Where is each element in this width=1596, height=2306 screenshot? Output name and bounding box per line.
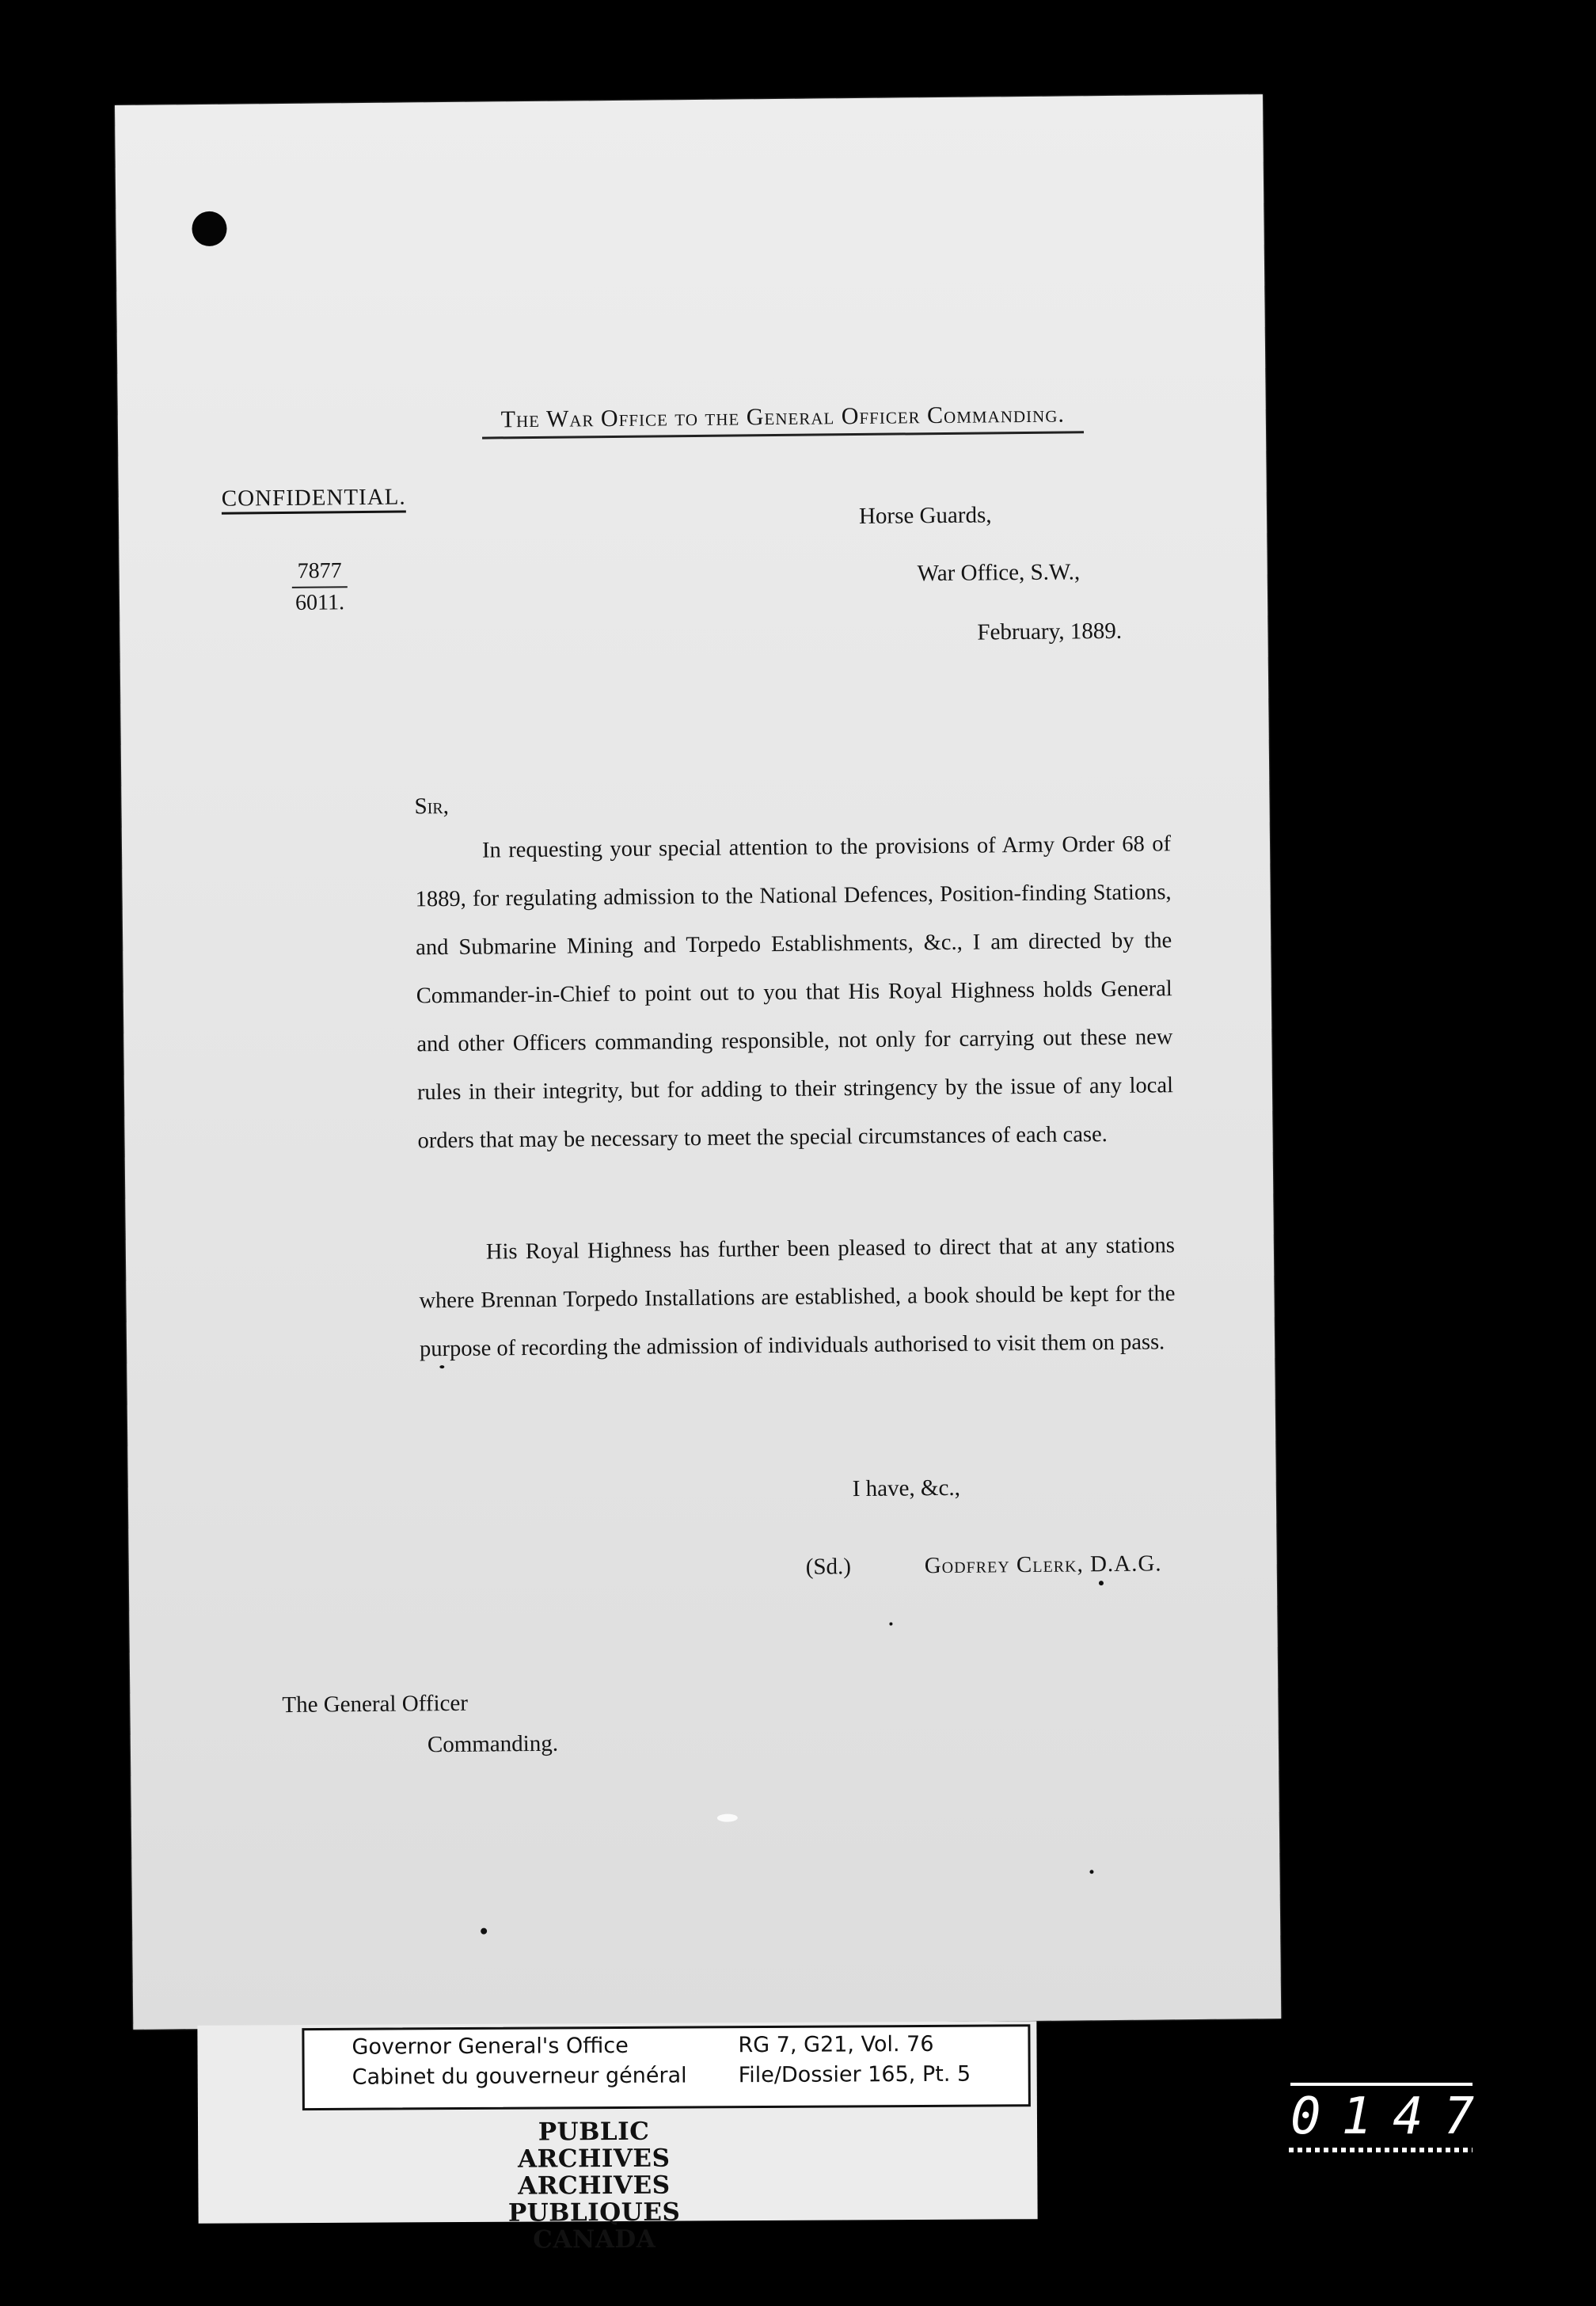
address-line-1: Horse Guards, — [858, 502, 992, 529]
archives-stamp — [475, 2118, 713, 2254]
film-speck — [1089, 1870, 1093, 1874]
addressee-line-2: Commanding. — [427, 1730, 559, 1758]
film-speck — [889, 1623, 892, 1626]
punch-hole — [192, 211, 226, 246]
film-speck — [717, 1814, 738, 1822]
letter-heading: The War Office to the General Officer Commanding. — [482, 401, 1084, 439]
office-name-en: Governor General's Office — [352, 2033, 629, 2060]
address-line-2: War Office, S.W., — [917, 559, 1081, 587]
closing-line: I have, &c., — [852, 1475, 961, 1502]
stamp-line-1: PUBLIC ARCHIVES — [517, 2117, 671, 2174]
paragraph-1: In requesting your special attention to the provisions of Army Order 68 of 1889, for regulating admission to the National Defences, Position-finding Stations, and Submarine Mining and Torpedo Establishments, &c., I am directed by the Commander-in-Chief to point out to you that His Royal Highness holds General and other Officers commanding responsible, not only for carrying out these new rules in their integrity, but for adding to their stringency by the issue of any local orders that may be necessary to meet the special circumstances of each case. — [415, 831, 1174, 1154]
record-group: RG 7, G21, Vol. 76 — [738, 2031, 934, 2058]
stamp-line-2: ARCHIVES PUBLIQUES — [507, 2171, 681, 2228]
signatory: Godfrey Clerk, D.A.G. — [924, 1551, 1162, 1579]
letter-page — [115, 94, 1281, 2030]
film-speck — [439, 1365, 444, 1368]
classification-label: CONFIDENTIAL. — [221, 484, 406, 512]
archive-reference-box — [302, 2024, 1031, 2110]
film-speck — [481, 1928, 487, 1935]
signed-marker: (Sd.) — [805, 1554, 852, 1580]
archive-label — [197, 2021, 1037, 2255]
film-speck — [1099, 1581, 1104, 1585]
letter-date: February, 1889. — [977, 618, 1123, 645]
paragraph-2: His Royal Highness has further been pleased to direct that at any stations where Brennan Torpedo Installations are established, a book should be kept for the purpose of recording the admission of individuals authorised to visit them on pass. — [419, 1233, 1176, 1362]
frame-number: 0147 — [1290, 2083, 1472, 2148]
office-name-fr: Cabinet du gouverneur général — [352, 2063, 687, 2090]
addressee-line-1: The General Officer — [282, 1690, 469, 1718]
file-reference: File/Dossier 165, Pt. 5 — [738, 2061, 971, 2088]
film-perforation — [1289, 2148, 1472, 2152]
frame-counter — [1282, 2083, 1495, 2156]
salutation: Sir, — [414, 793, 450, 820]
reference-numerator: 7877 — [291, 556, 347, 588]
reference-number — [291, 556, 348, 618]
stamp-line-3: CANADA — [533, 2224, 656, 2255]
reference-denominator: 6011. — [294, 590, 345, 615]
